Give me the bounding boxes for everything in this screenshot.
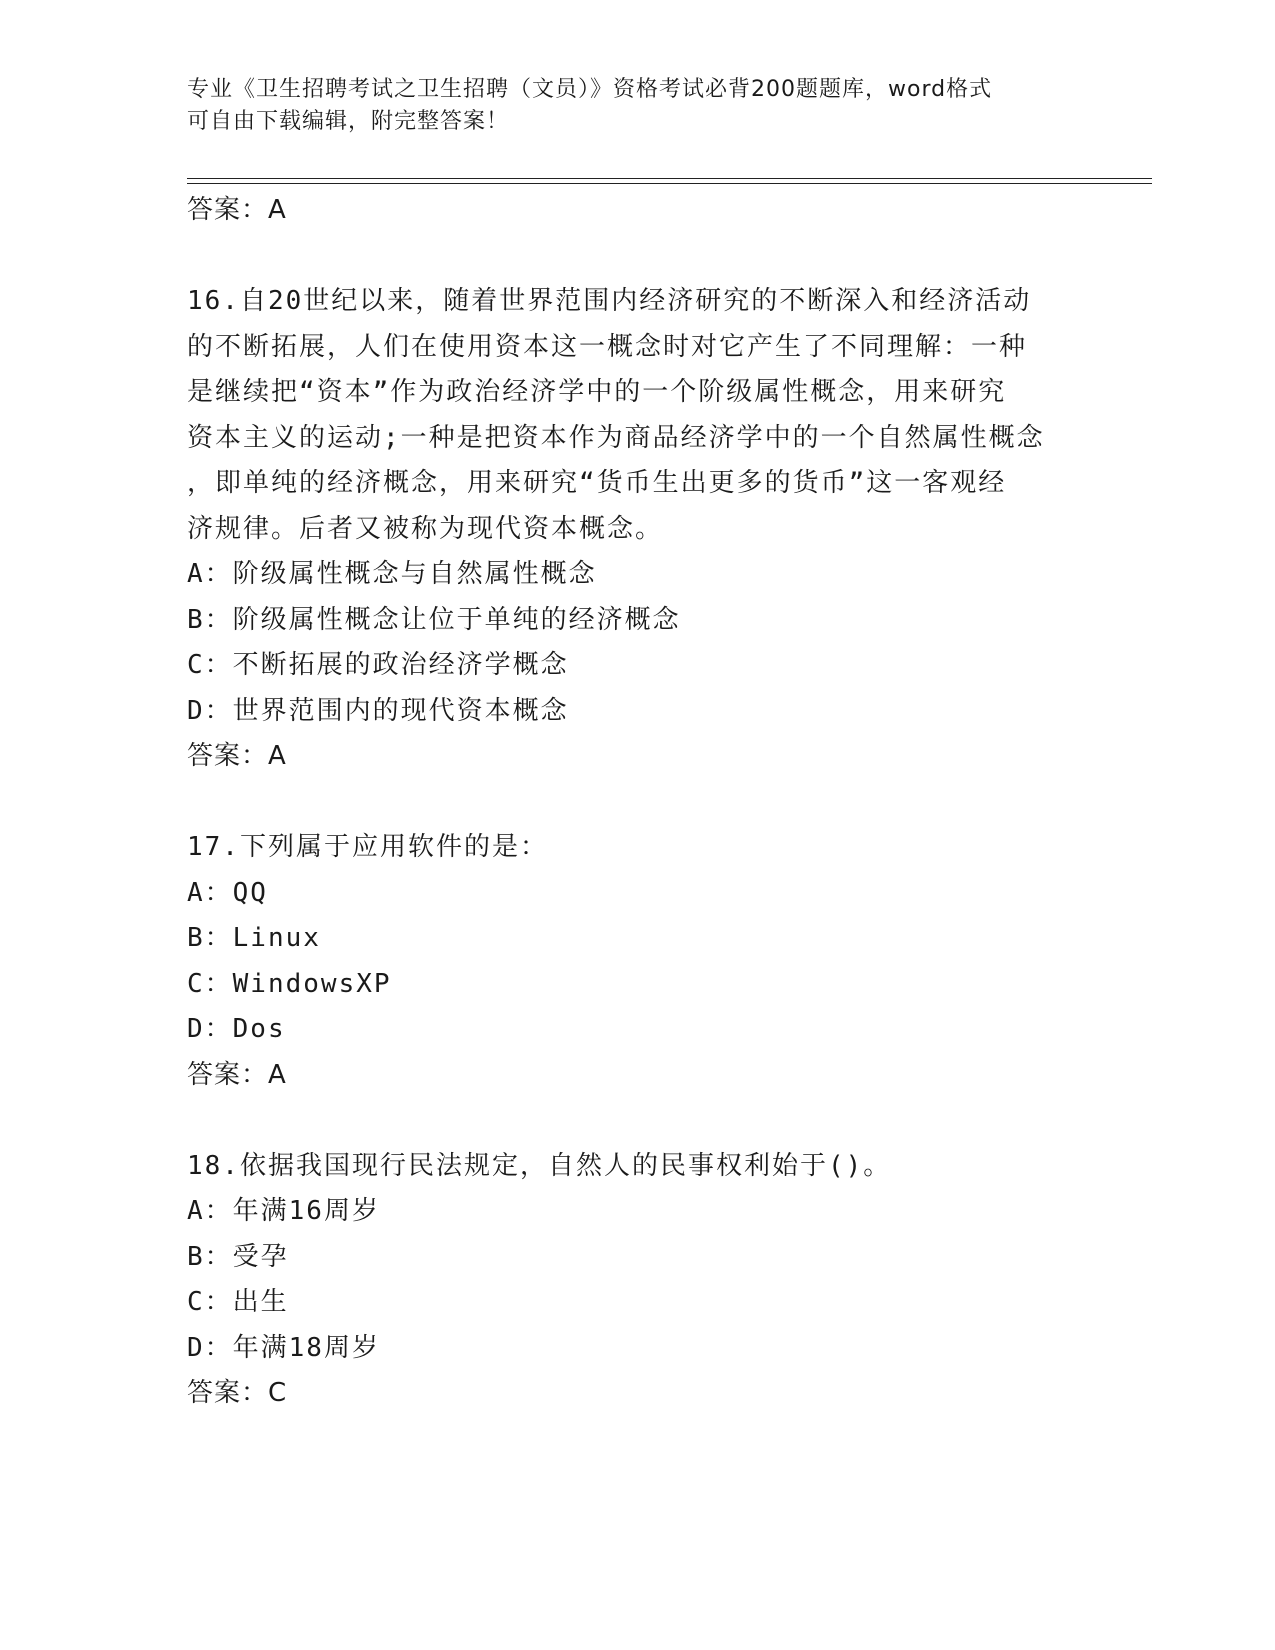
- question-stem-line: 的不断拓展，人们在使用资本这一概念时对它产生了不同理解：一种: [187, 331, 1028, 362]
- option-c: C：WindowsXP: [187, 968, 392, 999]
- question-stem-line: 17.下列属于应用软件的是：: [187, 832, 548, 862]
- question-stem-line: 18.依据我国现行民法规定，自然人的民事权利始于()。: [187, 1150, 892, 1181]
- header-line-1: 专业《卫生招聘考试之卫生招聘（文员）》资格考试必背200题题库，word格式: [187, 77, 993, 102]
- question-stem-line: 济规律。后者又被称为现代资本概念。: [187, 513, 664, 544]
- header-divider-top: [187, 178, 1152, 179]
- option-a: A：QQ: [187, 877, 268, 908]
- option-a: A：阶级属性概念与自然属性概念: [187, 559, 597, 589]
- option-c: C：出生: [187, 1287, 289, 1317]
- spacer: [187, 1098, 1087, 1144]
- document-header: [187, 74, 1067, 138]
- option-d: D：Dos: [187, 1014, 286, 1044]
- header-divider-bottom: [187, 183, 1152, 184]
- question-17: [187, 825, 1087, 1098]
- question-stem-line: ，即单纯的经济概念，用来研究“货币生出更多的货币”这一客观经: [187, 468, 1007, 498]
- option-d: D：世界范围内的现代资本概念: [187, 695, 569, 726]
- option-c: C：不断拓展的政治经济学概念: [187, 650, 569, 680]
- option-b: B：阶级属性概念让位于单纯的经济概念: [187, 604, 681, 635]
- answer: 答案：A: [187, 1059, 287, 1090]
- document-body: [187, 188, 1087, 1417]
- answer: 答案：A: [187, 741, 287, 771]
- question-18: [187, 1144, 1087, 1417]
- option-a: A：年满16周岁: [187, 1196, 380, 1226]
- option-b: B：受孕: [187, 1241, 289, 1272]
- question-stem-line: 16.自20世纪以来，随着世界范围内经济研究的不断深入和经济活动: [187, 286, 1032, 316]
- question-stem-line: 资本主义的运动;一种是把资本作为商品经济学中的一个自然属性概念: [187, 422, 1045, 453]
- option-b: B：Linux: [187, 923, 321, 953]
- option-d: D：年满18周岁: [187, 1332, 380, 1363]
- header-line-2: 可自由下载编辑，附完整答案！: [187, 109, 510, 134]
- spacer: [187, 234, 1087, 280]
- question-16: [187, 279, 1087, 780]
- question-stem-line: 是继续把“资本”作为政治经济学中的一个阶级属性概念，用来研究: [187, 377, 1007, 407]
- spacer: [187, 780, 1087, 826]
- answer: 答案：C: [187, 1378, 288, 1408]
- answer-prev: 答案：A: [187, 195, 287, 225]
